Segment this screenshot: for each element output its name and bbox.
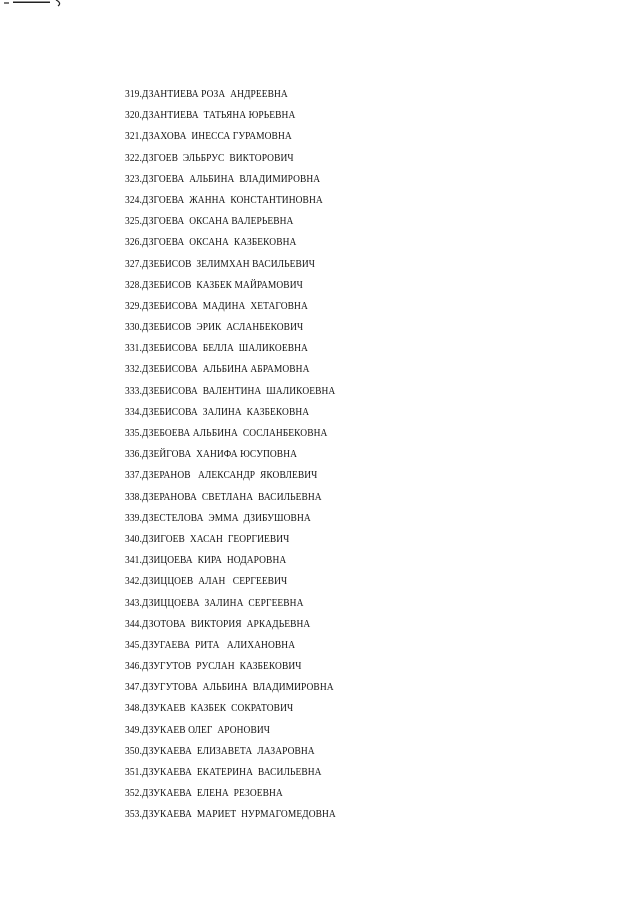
item-number: 328 [125,279,140,291]
item-full-name: ДЗИЦЦОЕВА ЗАЛИНА СЕРГЕЕВНА [141,597,304,609]
item-number: 335 [125,428,140,439]
item-number-separator: . [139,131,142,143]
item-full-name: ДЗЕСТЕЛОВА ЭММА ДЗИБУШОВНА [141,512,311,524]
list-item [125,614,557,635]
item-number-separator: . [139,767,142,778]
item-number-separator: . [139,449,142,461]
item-number-separator: . [139,724,142,736]
list-item [125,741,557,762]
item-full-name: ДЗЕБИСОВА ЗАЛИНА КАЗБЕКОВНА [141,406,310,418]
item-number: 338 [125,491,140,503]
item-number: 320 [125,110,140,122]
list-item [125,105,557,126]
item-number: 325 [125,216,140,228]
item-number: 336 [125,449,140,461]
list-item [125,148,557,169]
item-number: 337 [125,470,140,482]
list-item [125,232,557,253]
item-number-separator: . [139,406,142,418]
item-full-name: ДЗУГУТОВ РУСЛАН КАЗБЕКОВИЧ [141,661,302,673]
item-number-separator: . [139,152,142,164]
item-number: 348 [125,703,140,715]
item-full-name: ДЗУКАЕВ КАЗБЕК СОКРАТОВИЧ [141,703,294,715]
list-item [125,423,557,444]
list-item [125,254,557,275]
item-number: 344 [125,618,140,630]
item-full-name: ДЗЕБИСОВ ЭРИК АСЛАНБЕКОВИЧ [141,322,304,334]
scan-artifact [0,0,70,8]
item-number: 331 [125,343,140,355]
item-full-name: ДЗИЦЦОЕВ АЛАН СЕРГЕЕВИЧ [141,576,288,588]
list-item [125,402,557,423]
item-number-separator: . [139,788,142,800]
item-full-name: ДЗИЦОЕВА КИРА НОДАРОВНА [141,555,287,567]
item-number-separator: . [139,237,142,249]
item-full-name: ДЗГОЕВА ЖАННА КОНСТАНТИНОВНА [141,194,323,206]
list-item [125,804,557,825]
item-number: 327 [125,258,140,270]
list-item [125,698,557,719]
item-number-separator: . [139,555,142,567]
list-item [125,444,557,465]
item-full-name: ДЗЕБИСОВА БЕЛЛА ШАЛИКОЕВНА [141,343,308,355]
list-item [125,762,557,783]
item-number-separator: . [139,597,142,609]
item-number: 323 [125,173,140,185]
item-number-separator: . [139,258,142,270]
item-number: 351 [125,767,140,778]
item-full-name: ДЗЕРАНОВ АЛЕКСАНДР ЯКОВЛЕВИЧ [141,470,318,482]
item-number-separator: . [139,173,142,185]
list-item [125,571,557,592]
list-item [125,783,557,804]
item-number: 324 [125,194,140,206]
item-number: 342 [125,576,140,588]
item-number: 319 [125,89,140,100]
item-number-separator: . [139,639,142,651]
item-number: 343 [125,597,140,609]
item-number-separator: . [139,216,142,228]
item-full-name: ДЗЕБИСОВА ВАЛЕНТИНА ШАЛИКОЕВНА [141,385,336,397]
item-number: 345 [125,639,140,651]
list-item [125,317,557,338]
item-full-name: ДЗЕБИСОВ КАЗБЕК МАЙРАМОВИЧ [141,279,303,291]
list-item [125,593,557,614]
item-number-separator: . [139,322,142,334]
item-full-name: ДЗЕБИСОВ ЗЕЛИМХАН ВАСИЛЬЕВИЧ [141,258,316,270]
item-full-name: ДЗУКАЕВА ЕЛЕНА РЕЗОЕВНА [141,788,283,800]
item-number-separator: . [139,89,142,100]
list-item [125,635,557,656]
item-number: 346 [125,661,140,673]
item-number: 329 [125,300,140,312]
item-full-name: ДЗГОЕВА АЛЬБИНА ВЛАДИМИРОВНА [141,173,321,185]
list-item [125,720,557,741]
list-item [125,465,557,486]
item-number-separator: . [139,576,142,588]
list-item [125,359,557,380]
list-item [125,169,557,190]
item-full-name: ДЗУГАЕВА РИТА АЛИХАНОВНА [141,639,296,651]
item-number-separator: . [139,682,142,694]
item-number-separator: . [139,661,142,673]
item-number: 333 [125,385,140,397]
item-full-name: ДЗАХОВА ИНЕССА ГУРАМОВНА [141,131,292,143]
list-item [125,190,557,211]
name-list [125,84,605,826]
item-number-separator: . [139,809,142,821]
item-full-name: ДЗУКАЕВ ОЛЕГ АРОНОВИЧ [141,724,270,736]
item-full-name: ДЗИГОЕВ ХАСАН ГЕОРГИЕВИЧ [141,533,290,545]
list-item [125,381,557,402]
item-number-separator: . [139,618,142,630]
list-item [125,529,557,550]
item-number-separator: . [139,194,142,206]
item-number: 326 [125,237,140,249]
item-full-name: ДЗГОЕВА ОКСАНА ВАЛЕРЬЕВНА [141,216,294,228]
item-number: 330 [125,322,140,334]
item-number: 350 [125,745,140,757]
item-number: 347 [125,682,140,694]
list-item [125,677,557,698]
item-number: 332 [125,364,140,376]
list-item [125,656,557,677]
item-number: 322 [125,152,140,164]
item-full-name: ДЗЕБИСОВА АЛЬБИНА АБРАМОВНА [141,364,310,376]
item-full-name: ДЗГОЕВА ОКСАНА КАЗБЕКОВНА [141,237,297,249]
item-full-name: ДЗАНТИЕВА ТАТЬЯНА ЮРЬЕВНА [141,110,296,122]
item-number: 341 [125,555,140,567]
item-number-separator: . [139,745,142,757]
list-item [125,508,557,529]
item-number-separator: . [139,512,142,524]
item-number-separator: . [139,279,142,291]
item-number-separator: . [139,385,142,397]
item-full-name: ДЗАНТИЕВА РОЗА АНДРЕЕВНА [141,89,288,100]
item-number-separator: . [139,110,142,122]
item-number: 340 [125,533,140,545]
list-item [125,487,557,508]
item-number: 352 [125,788,140,800]
item-number: 339 [125,512,140,524]
item-number: 334 [125,406,140,418]
item-number: 353 [125,809,140,821]
item-number-separator: . [139,703,142,715]
item-number-separator: . [139,428,142,439]
item-number-separator: . [139,533,142,545]
list-item [125,84,557,105]
item-full-name: ДЗЕБИСОВА МАДИНА ХЕТАГОВНА [141,300,308,312]
item-full-name: ДЗЕЙГОВА ХАНИФА ЮСУПОВНА [141,449,298,461]
list-item [125,275,557,296]
item-full-name: ДЗОТОВА ВИКТОРИЯ АРКАДЬЕВНА [141,618,311,630]
item-number-separator: . [139,470,142,482]
item-number-separator: . [139,343,142,355]
item-full-name: ДЗЕРАНОВА СВЕТЛАНА ВАСИЛЬЕВНА [141,491,322,503]
list-item [125,338,557,359]
list-item [125,296,557,317]
list-item [125,126,557,147]
list-item [125,550,557,571]
item-number-separator: . [139,364,142,376]
item-full-name: ДЗУКАЕВА ЕКАТЕРИНА ВАСИЛЬЕВНА [141,767,322,778]
item-number-separator: . [139,300,142,312]
item-full-name: ДЗУКАЕВА ЕЛИЗАВЕТА ЛАЗАРОВНА [141,745,315,757]
list-item [125,211,557,232]
item-number: 321 [125,131,140,143]
item-full-name: ДЗГОЕВ ЭЛЬБРУС ВИКТОРОВИЧ [141,152,294,164]
item-number: 349 [125,724,140,736]
item-number-separator: . [139,491,142,503]
item-full-name: ДЗУГУТОВА АЛЬБИНА ВЛАДИМИРОВНА [141,682,334,694]
item-full-name: ДЗЕБОЕВА АЛЬБИНА СОСЛАНБЕКОВНА [141,428,328,439]
item-full-name: ДЗУКАЕВА МАРИЕТ НУРМАГОМЕДОВНА [141,809,336,821]
